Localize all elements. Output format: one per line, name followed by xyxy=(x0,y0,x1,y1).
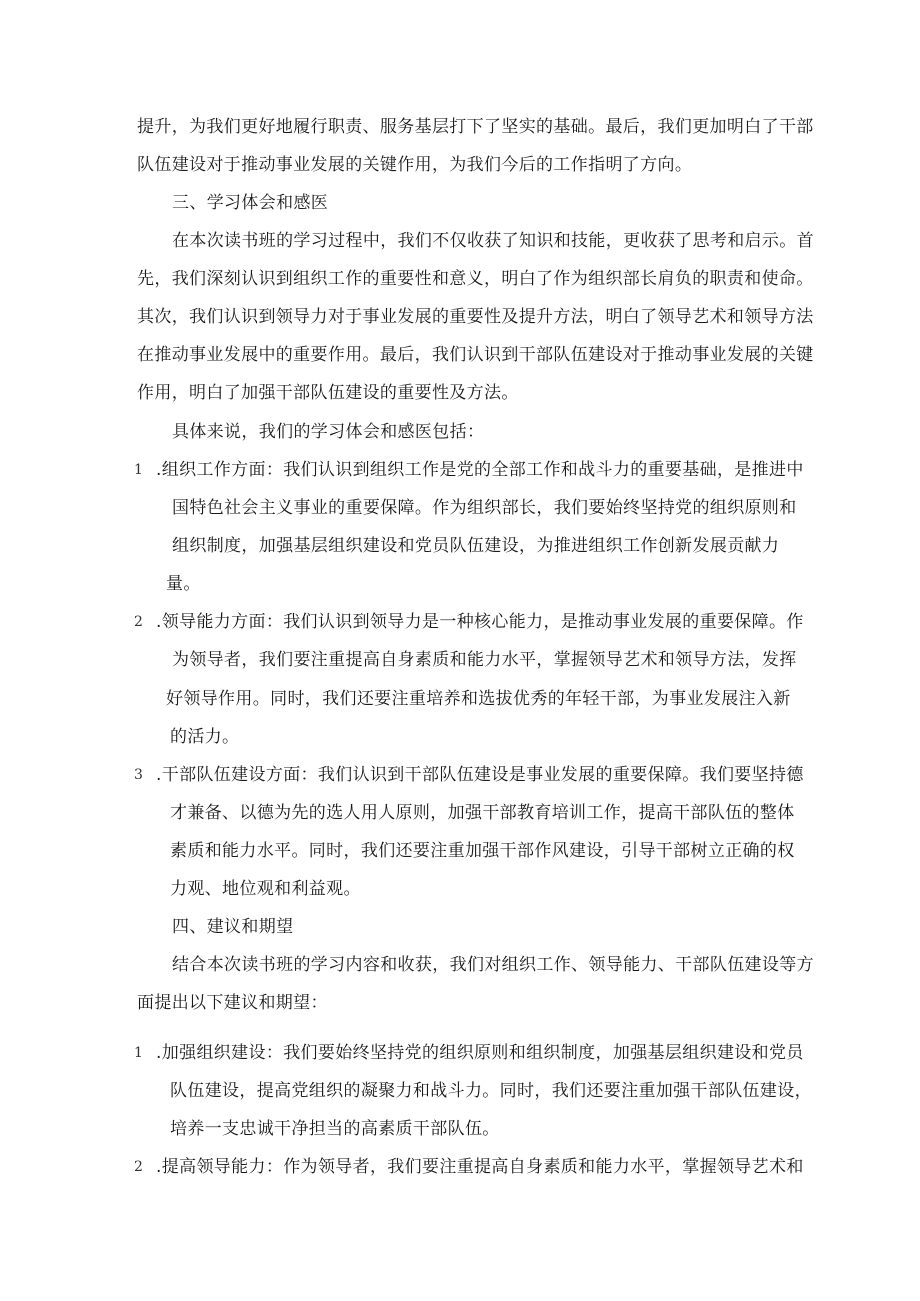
section-4-para-line-1: 结合本次读书班的学习内容和收获，我们对组织工作、领导能力、干部队伍建设等方 xyxy=(172,955,814,975)
list-item-line: 力观、地位观和利益观。 xyxy=(170,879,361,899)
list-item-line: .提高领导能力：作为领导者，我们要注重提高自身素质和能力水平，掌握领导艺术和 xyxy=(156,1157,804,1177)
section-3-para-line-4: 在推动事业发展中的重要作用。最后，我们认识到干部队伍建设对于推动事业发展的关键 xyxy=(137,345,814,365)
list-item-line: .干部队伍建设方面：我们认识到干部队伍建设是事业发展的重要保障。我们要坚持德 xyxy=(156,765,804,785)
section-3-lead: 具体来说，我们的学习体会和感医包括： xyxy=(172,422,485,442)
list-item-number: 1 xyxy=(134,462,143,478)
list-item-line: 的活力。 xyxy=(170,727,240,747)
list-item-line: .加强组织建设：我们要始终坚持党的组织原则和组织制度，加强基层组织建设和党员 xyxy=(156,1043,804,1063)
list-item-line: .组织工作方面：我们认识到组织工作是党的全部工作和战斗力的重要基础，是推进中 xyxy=(156,460,804,480)
list-item-line: 队伍建设，提高党组织的凝聚力和战斗力。同时，我们还要注重加强干部队伍建设， xyxy=(170,1081,812,1101)
list-item-line: .领导能力方面：我们认识到领导力是一种核心能力，是推动事业发展的重要保障。作 xyxy=(156,612,804,632)
section-4-heading: 四、建议和期望 xyxy=(172,917,294,937)
list-item-line: 组织制度，加强基层组织建设和党员队伍建设，为推进组织工作创新发展贡献力 xyxy=(172,536,780,556)
list-item-line: 好领导作用。同时，我们还要注重培养和选拔优秀的年轻干部，为事业发展注入新 xyxy=(166,689,791,709)
intro-line-2: 队伍建设对于推动事业发展的关键作用，为我们今后的工作指明了方向。 xyxy=(137,155,693,175)
list-item-number: 2 xyxy=(134,1159,143,1175)
section-4-para-line-2: 面提出以下建议和期望： xyxy=(137,993,328,1013)
list-item-line: 量。 xyxy=(166,574,201,594)
list-item-line: 素质和能力水平。同时，我们还要注重加强干部作风建设，引导干部树立正确的权 xyxy=(170,841,795,861)
list-item-number: 1 xyxy=(134,1045,143,1061)
section-3-para-line-3: 其次，我们认识到领导力对于事业发展的重要性及提升方法，明白了领导艺术和领导方法 xyxy=(137,307,814,327)
list-item-number: 2 xyxy=(134,614,143,630)
section-3-para-line-2: 先，我们深刻认识到组织工作的重要性和意义，明白了作为组织部长肩负的职责和使命。 xyxy=(137,269,814,289)
intro-line-1: 提升，为我们更好地履行职责、服务基层打下了坚实的基础。最后，我们更加明白了干部 xyxy=(137,117,814,137)
section-3-para-line-1: 在本次读书班的学习过程中，我们不仅收获了知识和技能，更收获了思考和启示。首 xyxy=(172,231,814,251)
list-item-line: 为领导者，我们要注重提高自身素质和能力水平，掌握领导艺术和领导方法，发挥 xyxy=(172,650,797,670)
list-item-line: 才兼备、以德为先的选人用人原则，加强干部教育培训工作，提高干部队伍的整体 xyxy=(170,803,795,823)
section-3-heading: 三、学习体会和感医 xyxy=(172,193,329,213)
section-3-para-line-5: 作用，明白了加强干部队伍建设的重要性及方法。 xyxy=(137,383,519,403)
list-item-line: 培养一支忠诚干净担当的高素质干部队伍。 xyxy=(170,1119,500,1139)
list-item-number: 3 xyxy=(134,767,143,783)
list-item-line: 国特色社会主义事业的重要保障。作为组织部长，我们要始终坚持党的组织原则和 xyxy=(172,498,797,518)
